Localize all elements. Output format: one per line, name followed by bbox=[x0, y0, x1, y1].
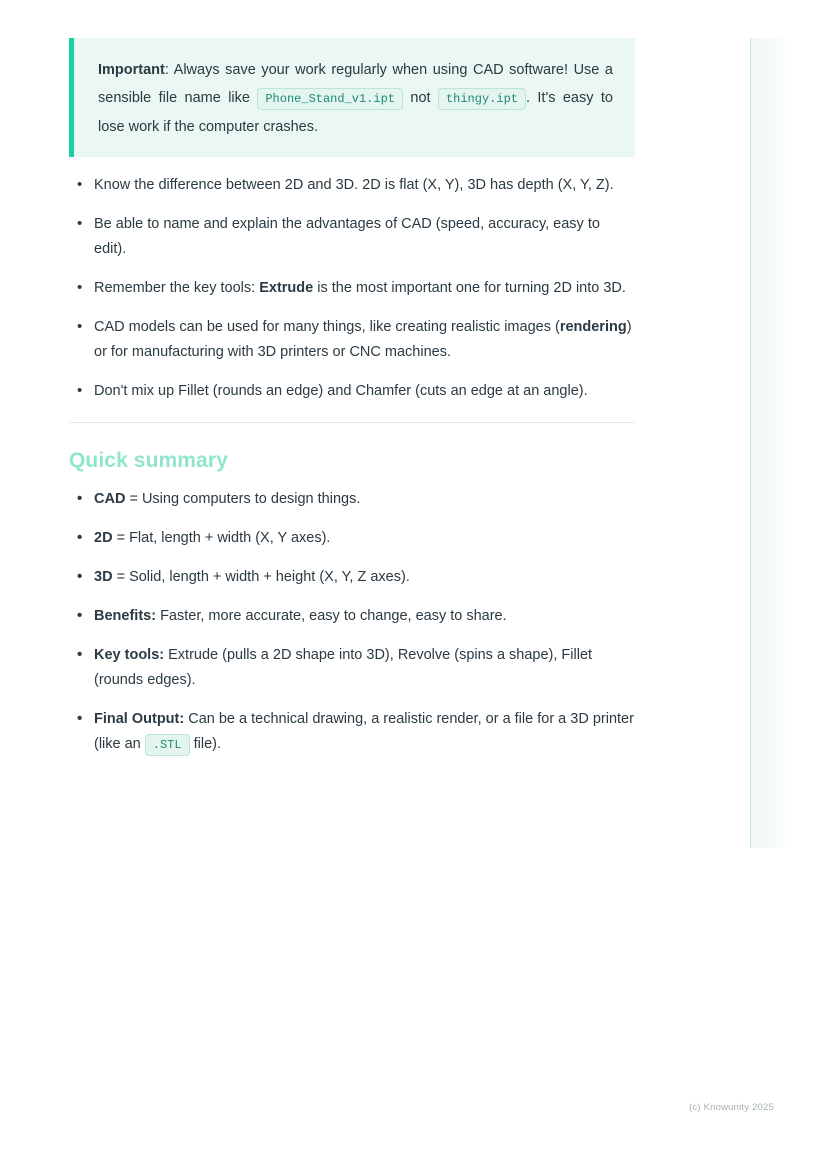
bullet-text-before: CAD models can be used for many things, like creating realistic images ( bbox=[94, 319, 560, 335]
summary-text: Faster, more accurate, easy to change, easy to share. bbox=[156, 608, 507, 624]
important-callout bbox=[69, 38, 635, 157]
summary-text-tail: file). bbox=[189, 736, 222, 752]
bullet-text-bold: Extrude bbox=[259, 280, 314, 296]
callout-label: Important bbox=[98, 62, 165, 78]
page-side-rule bbox=[750, 38, 751, 848]
document-content bbox=[69, 38, 635, 772]
summary-term: Final Output: bbox=[94, 711, 185, 727]
callout-text-1: : Always save your work regularly when using CAD software! Use a sensible file name like bbox=[98, 62, 613, 106]
list-item bbox=[69, 707, 635, 758]
summary-text: = Flat, length + width (X, Y axes). bbox=[112, 530, 331, 546]
bullet-text-before: Know the difference between 2D and 3D. 2D is flat (X, Y), 3D has depth (X, Y, Z). bbox=[94, 177, 614, 193]
summary-text: = Solid, length + width + height (X, Y, Z axes). bbox=[112, 569, 410, 585]
bullet-text-after: ) or for manufacturing with 3D printers or CNC machines. bbox=[94, 319, 632, 360]
list-item bbox=[69, 379, 635, 404]
section-divider bbox=[69, 422, 635, 423]
page-title: Quick summary bbox=[69, 449, 228, 472]
quick-summary-list bbox=[69, 487, 635, 758]
bullet-text-before: Be able to name and explain the advantages of CAD (speed, accuracy, easy to edit). bbox=[94, 216, 600, 257]
summary-text: = Using computers to design things. bbox=[125, 491, 361, 507]
list-item bbox=[69, 526, 635, 551]
summary-text: Extrude (pulls a 2D shape into 3D), Revolve (spins a shape), Fillet (rounds edges). bbox=[94, 647, 593, 688]
summary-text: Can be a technical drawing, a realistic render, or a file for a 3D printer (like an bbox=[94, 711, 634, 752]
callout-text-3: . It's easy to lose work if the computer crashes. bbox=[98, 90, 613, 135]
summary-term: 2D bbox=[94, 530, 113, 546]
list-item bbox=[69, 276, 635, 301]
list-item bbox=[69, 565, 635, 590]
page-side-decoration bbox=[750, 38, 790, 848]
list-item bbox=[69, 315, 635, 365]
list-item bbox=[69, 173, 635, 198]
key-points-list bbox=[69, 173, 635, 404]
list-item bbox=[69, 643, 635, 693]
bullet-text-before: Remember the key tools: bbox=[94, 280, 260, 296]
bullet-text-before: Don't mix up Fillet (rounds an edge) and Chamfer (cuts an edge at an angle). bbox=[94, 383, 588, 399]
callout-paragraph bbox=[98, 56, 613, 141]
summary-term: CAD bbox=[94, 491, 126, 507]
list-item bbox=[69, 212, 635, 262]
summary-term: Benefits: bbox=[94, 608, 157, 624]
stl-file-code: .STL bbox=[145, 734, 190, 756]
bullet-text-bold: rendering bbox=[559, 319, 627, 335]
footer-copyright: (c) Knowunity 2025 bbox=[689, 1102, 774, 1113]
filename-code-bad: thingy.ipt bbox=[438, 88, 526, 110]
summary-term: 3D bbox=[94, 569, 113, 585]
list-item bbox=[69, 604, 635, 629]
filename-code-good: Phone_Stand_v1.ipt bbox=[257, 88, 403, 110]
bullet-text-after: is the most important one for turning 2D into 3D. bbox=[313, 280, 626, 296]
summary-term: Key tools: bbox=[94, 647, 165, 663]
list-item bbox=[69, 487, 635, 512]
callout-text-2: not bbox=[402, 90, 438, 106]
